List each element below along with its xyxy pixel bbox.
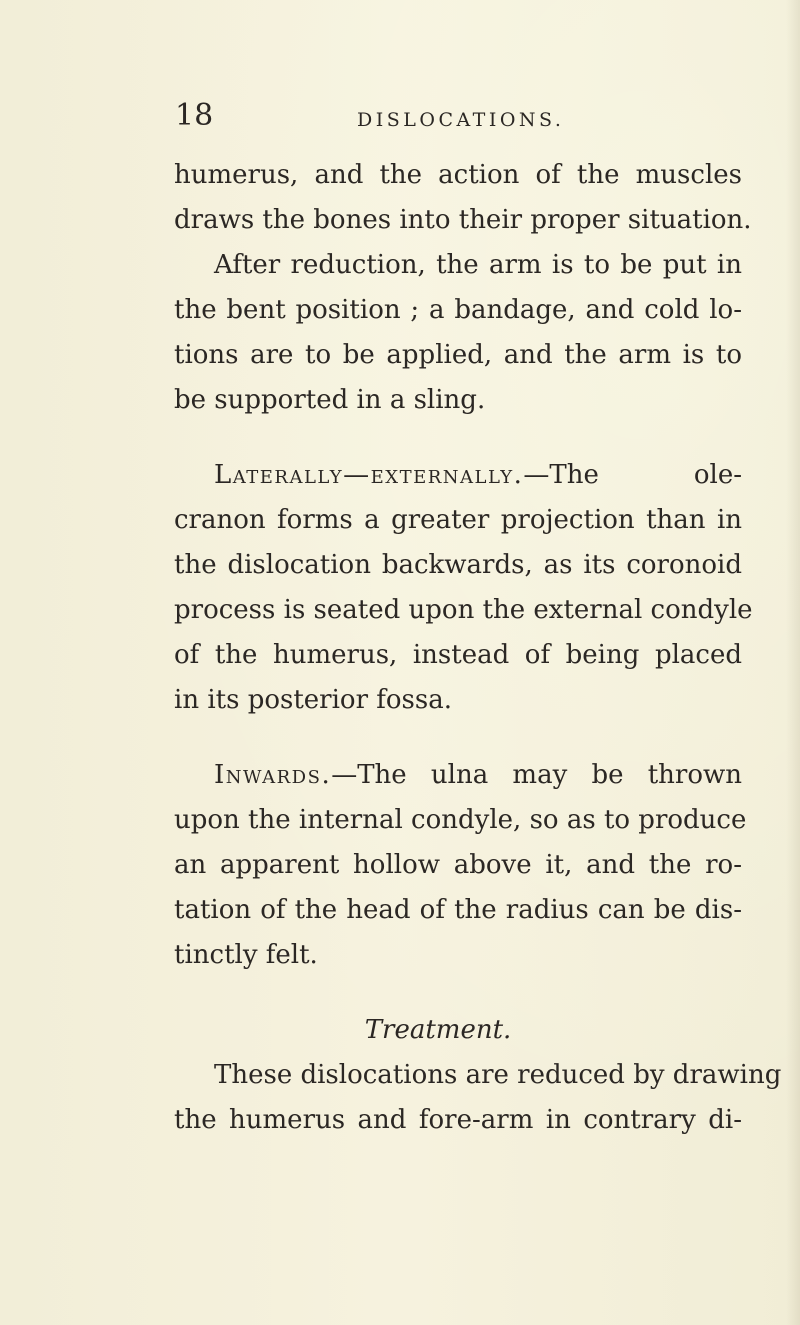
text-line: the dislocation backwards, as its coronoid [174,550,742,580]
section-lead: Inwards. [214,760,332,790]
paragraph-gap [174,723,742,753]
page-edge-shadow [786,0,800,1325]
page-header [175,96,575,136]
text-line: upon the internal condyle, so as to produce [174,805,747,835]
text-line: tions are to be applied, and the arm is to [174,340,742,370]
text-line [174,753,742,798]
section-lead: Laterally—externally. [214,460,524,490]
text-run: —The ulna may be thrown [331,760,742,790]
text-line: an apparent hollow above it, and the ro- [174,850,742,880]
page-number: 18 [175,98,214,133]
paragraph-gap [174,423,742,453]
section-heading: Treatment. [364,1015,512,1045]
text-line: cranon forms a greater projection than in [174,505,742,535]
text-run: —The ole- [523,460,742,490]
text-line [174,453,742,498]
text-line: in its posterior fossa. [174,685,452,715]
text-line: the humerus and fore-arm in contrary di- [174,1105,742,1135]
text-line: process is seated upon the external condyle [174,595,753,625]
body-text [174,153,782,1143]
text-line: of the humerus, instead of being placed [174,640,742,670]
text-line: humerus, and the action of the muscles [174,160,742,190]
text-line: the bent position ; a bandage, and cold lo- [174,295,742,325]
paragraph-gap [174,978,742,1008]
text-line: tinctly felt. [174,940,318,970]
text-line: tation of the head of the radius can be dis- [174,895,742,925]
text-line: be supported in a sling. [174,385,486,415]
running-head: DISLOCATIONS. [357,109,565,131]
text-line: After reduction, the arm is to be put in [214,250,742,280]
text-line: These dislocations are reduced by drawing [214,1060,782,1090]
text-line: draws the bones into their proper situation. [174,205,752,235]
